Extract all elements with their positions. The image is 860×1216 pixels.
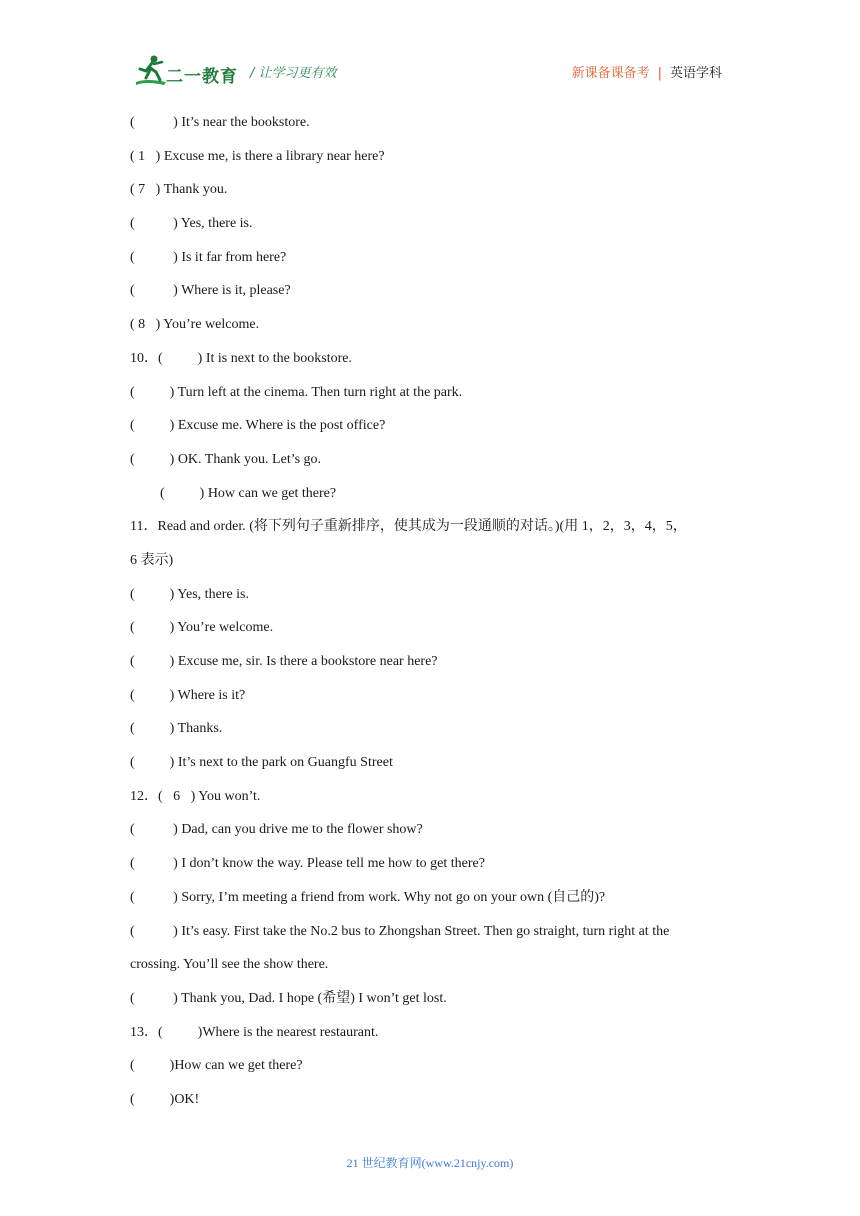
text-line: ( )OK! — [130, 1091, 200, 1107]
question-12: 12．( 6 ) You won’t. — [130, 788, 261, 804]
logo-text: 二一教育 — [166, 67, 238, 87]
text-line: ( ) Turn left at the cinema. Then turn right at the park. — [130, 384, 463, 400]
text-line: ( ) Is it far from here? — [130, 249, 287, 265]
text-line: ( ) Yes, there is. — [130, 586, 249, 602]
text-line: ( ) Yes, there is. — [130, 216, 253, 232]
question-10: 10．( ) It is next to the bookstore. — [130, 350, 353, 366]
course-tag: 新课备课备考 — [571, 66, 650, 81]
exercise-content — [130, 113, 730, 1124]
text-line: ( ) It’s next to the park on Guangfu Street — [130, 755, 393, 771]
text-line: ( ) Thanks. — [130, 721, 223, 737]
slogan: / 让学习更有效 — [250, 66, 337, 81]
text-line: ( ) Sorry, I’m meeting a friend from work. Why not go on your own (自己的)? — [130, 889, 606, 905]
text-line: ( ) Dad, can you drive me to the flower show? — [130, 822, 423, 838]
text-line: ( ) How can we get there? — [160, 485, 337, 501]
text-line: ( ) I don’t know the way. Please tell me how to get there? — [130, 856, 485, 872]
text-line: ( ) Excuse me, sir. Is there a bookstore near here? — [130, 654, 438, 669]
header-right — [572, 62, 722, 81]
text-line: ( ) Thank you, Dad. I hope (希望) I won’t get lost. — [130, 990, 447, 1006]
question-13: 13．( )Where is the nearest restaurant. — [130, 1024, 379, 1040]
text-line: ( 1 ) Excuse me, is there a library near here? — [130, 148, 385, 164]
question-11: 11．Read and order. (将下列句子重新排序，使其成为一段通顺的对话。)(用 1，2，3，4，5， — [130, 519, 687, 535]
text-line: ( 7 ) Thank you. — [130, 182, 228, 198]
page-footer: 21 世纪教育网(www.21cnjy.com) — [346, 1156, 514, 1170]
page-header — [0, 0, 860, 100]
text-line: ( )How can we get there? — [130, 1058, 303, 1074]
subject-tag: 英语学科 — [669, 66, 722, 81]
text-line: ( ) It’s easy. First take the No.2 bus to Zhongshan Street. Then go straight, turn right at the — [130, 923, 670, 939]
text-line: ( ) It’s near the bookstore. — [130, 115, 310, 130]
text-line: ( ) Where is it? — [130, 687, 246, 703]
text-line: ( ) OK. Thank you. Let’s go. — [130, 451, 322, 467]
text-line: 6 表示) — [130, 552, 174, 568]
text-line: ( ) Where is it, please? — [130, 283, 291, 299]
text-line: ( ) You’re welcome. — [130, 620, 274, 636]
logo — [132, 52, 252, 92]
text-line: crossing. You’ll see the show there. — [130, 957, 329, 973]
header-separator: | — [657, 66, 662, 81]
text-line: ( 8 ) You’re welcome. — [130, 317, 260, 333]
text-line: ( ) Excuse me. Where is the post office? — [130, 418, 386, 434]
